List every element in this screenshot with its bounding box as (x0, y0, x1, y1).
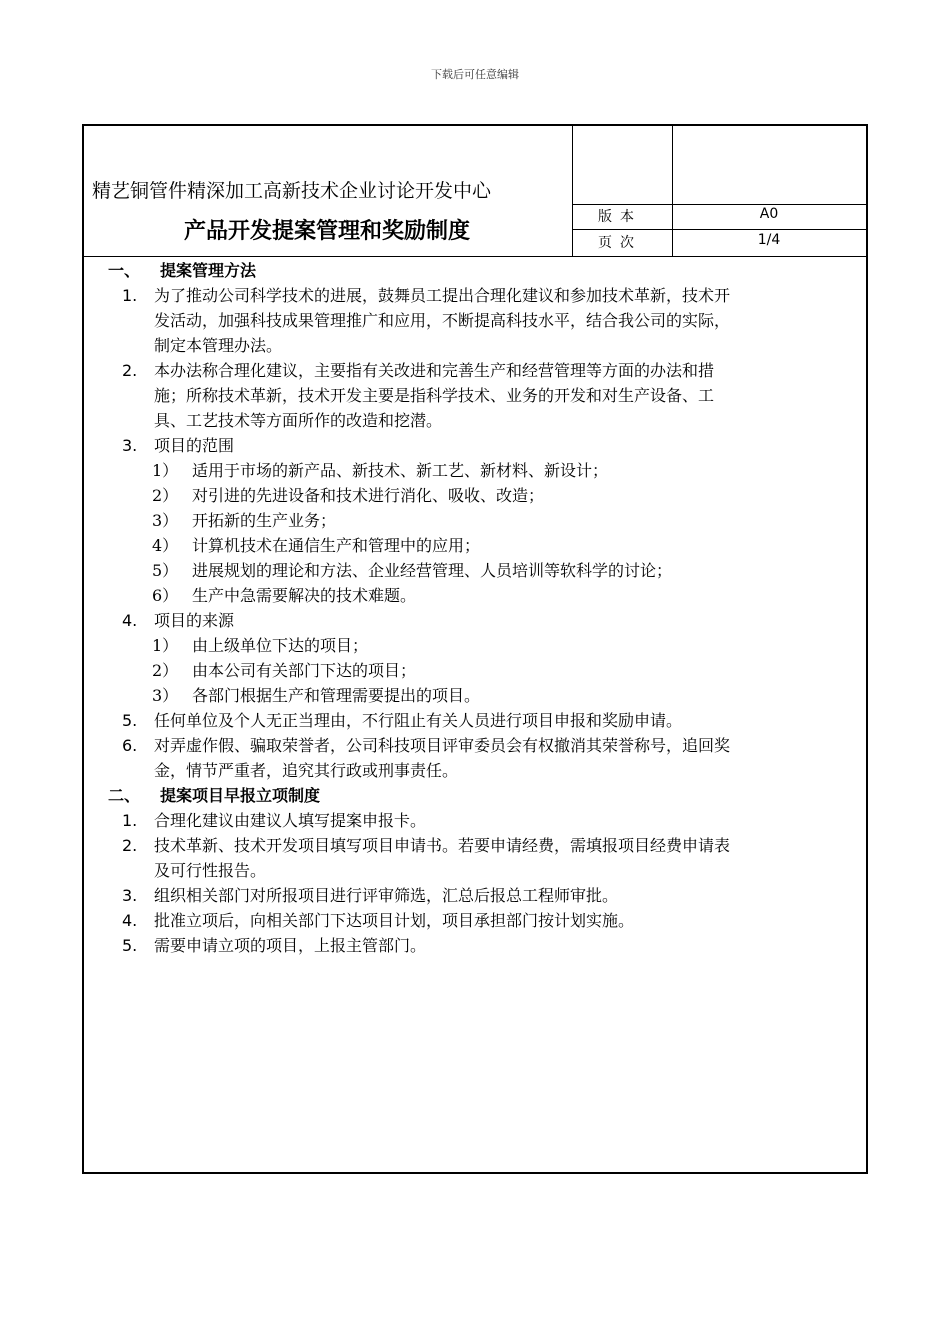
item-number: 6. (122, 736, 138, 755)
subitem-text: 生产中急需要解决的技术难题。 (192, 586, 417, 605)
item-number: 3. (122, 436, 138, 455)
subitem-text: 由本公司有关部门下达的项目； (192, 661, 417, 680)
document-title: 产品开发提案管理和奖励制度 (184, 219, 471, 244)
item-number: 1. (122, 286, 138, 305)
section-title: 提案项目早报立项制度 (160, 786, 321, 805)
subitem-number: 1） (152, 636, 179, 655)
section-marker: 二、 (108, 786, 141, 805)
subitem-number: 1） (152, 461, 179, 480)
subitem-text: 开拓新的生产业务； (192, 511, 337, 530)
item-text-line: 金，情节严重者，追究其行政或刑事责任。 (154, 761, 459, 780)
section-title: 提案管理方法 (160, 261, 257, 280)
item-text-line: 项目的来源 (154, 611, 235, 630)
subitem-text: 各部门根据生产和管理需要提出的项目。 (192, 686, 481, 705)
item-text-line: 施；所称技术革新，技术开发主要是指科学技术、业务的开发和对生产设备、工 (154, 386, 715, 405)
item-number: 3. (122, 886, 138, 905)
item-text-line: 合理化建议由建议人填写提案申报卡。 (154, 811, 427, 830)
item-text-line: 技术革新、技术开发项目填写项目申请书。若要申请经费，需填报项目经费申请表 (154, 836, 731, 855)
item-text-line: 需要申请立项的项目，上报主管部门。 (154, 936, 427, 955)
item-number: 1. (122, 811, 138, 830)
organization-name: 精艺铜管件精深加工高新技术企业讨论开发中心 (92, 180, 492, 202)
item-number: 2. (122, 836, 138, 855)
item-text-line: 批准立项后，向相关部门下达项目计划，项目承担部门按计划实施。 (154, 911, 635, 930)
subitem-text: 进展规划的理论和方法、企业经营管理、人员培训等软科学的讨论； (192, 561, 673, 580)
subitem-number: 2） (152, 661, 179, 680)
version-value: A0 (759, 206, 779, 222)
subitem-text: 适用于市场的新产品、新技术、新工艺、新材料、新设计； (192, 461, 609, 480)
document-frame (82, 124, 868, 1174)
item-text-line: 任何单位及个人无正当理由，不行阻止有关人员进行项目申报和奖励申请。 (154, 711, 683, 730)
subitem-text: 对引进的先进设备和技术进行消化、吸收、改造； (192, 486, 545, 505)
item-text-line: 制定本管理办法。 (154, 336, 283, 355)
subitem-number: 3） (152, 511, 179, 530)
item-text-line: 发活动，加强科技成果管理推广和应用，不断提高科技水平，结合我公司的实际， (154, 311, 731, 330)
item-number: 2. (122, 361, 138, 380)
subitem-number: 2） (152, 486, 179, 505)
item-text-line: 组织相关部门对所报项目进行评审筛选，汇总后报总工程师审批。 (154, 886, 619, 905)
item-number: 5. (122, 936, 138, 955)
subitem-number: 5） (152, 561, 179, 580)
item-number: 4. (122, 911, 138, 930)
page-value: 1/4 (757, 232, 781, 248)
page-label: 页次 (598, 235, 642, 251)
item-text-line: 具、工艺技术等方面所作的改造和挖潜。 (154, 411, 443, 430)
subitem-text: 计算机技术在通信生产和管理中的应用； (192, 536, 481, 555)
item-text-line: 及可行性报告。 (154, 861, 267, 880)
watermark-text: 下载后可任意编辑 (431, 68, 519, 81)
section-marker: 一、 (108, 261, 141, 280)
item-text-line: 项目的范围 (154, 436, 235, 455)
item-text-line: 本办法称合理化建议，主要指有关改进和完善生产和经营管理等方面的办法和措 (154, 361, 715, 380)
subitem-number: 6） (152, 586, 179, 605)
item-number: 5. (122, 711, 138, 730)
header-meta-cell (572, 126, 866, 257)
header-title-cell (84, 126, 573, 257)
item-text-line: 对弄虚作假、骗取荣誉者，公司科技项目评审委员会有权撤消其荣誉称号，追回奖 (154, 736, 731, 755)
item-number: 4. (122, 611, 138, 630)
subitem-number: 3） (152, 686, 179, 705)
item-text-line: 为了推动公司科学技术的进展，鼓舞员工提出合理化建议和参加技术革新，技术开 (154, 286, 731, 305)
subitem-number: 4） (152, 536, 179, 555)
subitem-text: 由上级单位下达的项目； (192, 636, 369, 655)
version-label: 版本 (598, 209, 642, 225)
